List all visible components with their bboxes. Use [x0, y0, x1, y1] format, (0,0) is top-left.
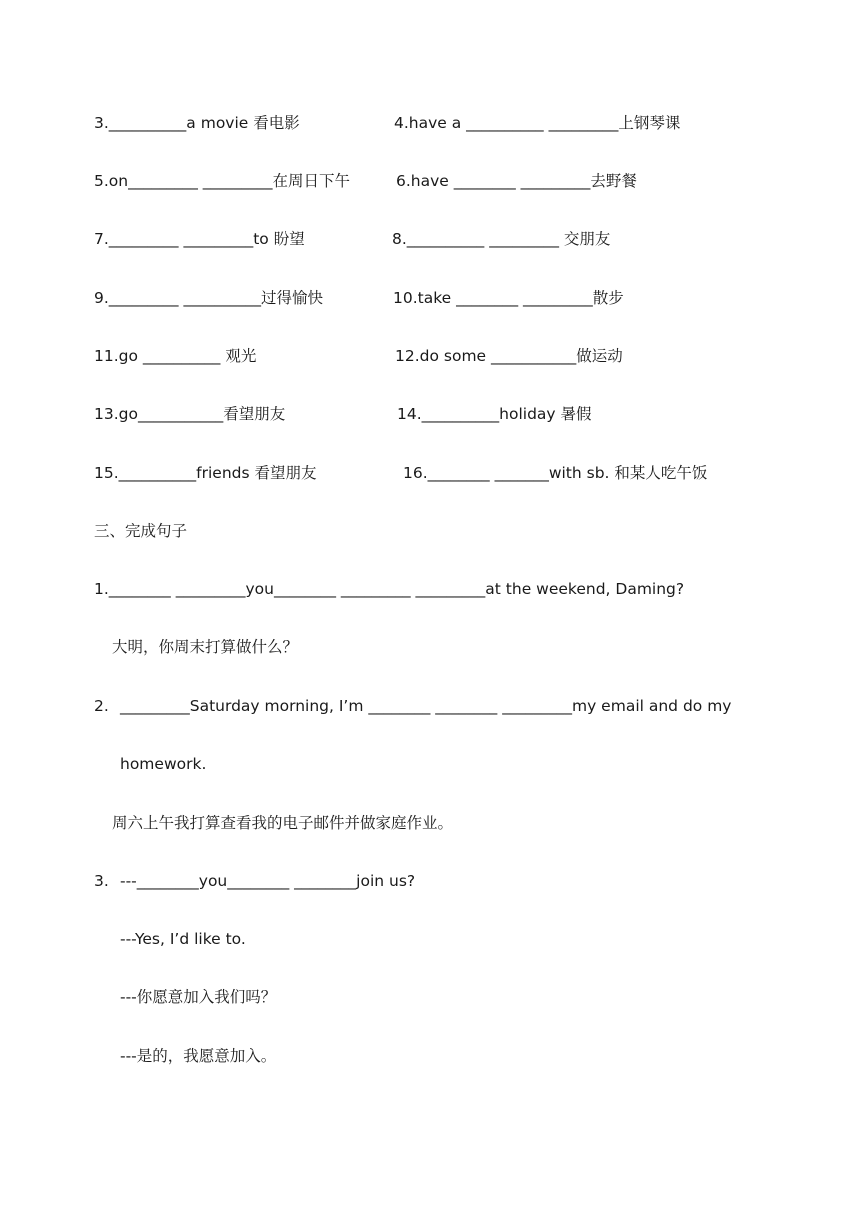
phrase-4: 4.have a __________ _________上钢琴课 [394, 114, 681, 132]
phrase-11: 11.go __________ 观光 [94, 347, 257, 365]
phrase-9: 9._________ __________过得愉快 [94, 289, 323, 307]
sentence-2-english-line1: _________Saturday morning, I’m ________ ________ _________my email and do my [120, 697, 732, 715]
phrase-7: 7._________ _________to 盼望 [94, 230, 305, 248]
phrase-15: 15.__________friends 看望朋友 [94, 464, 317, 482]
sentence-2-chinese: 周六上午我打算查看我的电子邮件并做家庭作业。 [112, 814, 454, 832]
sentence-3-question-chinese: ---你愿意加入我们吗？ [120, 988, 277, 1006]
phrase-5: 5.on_________ _________在周日下午 [94, 172, 351, 190]
phrase-3: 3.__________a movie 看电影 [94, 114, 300, 132]
sentence-2-number: 2. [94, 697, 109, 715]
phrase-16: 16.________ _______with sb. 和某人吃午饭 [403, 464, 708, 482]
sentence-1-chinese: 大明，你周末打算做什么？ [112, 638, 299, 656]
section-title: 三、完成句子 [94, 522, 188, 540]
phrase-13: 13.go___________看望朋友 [94, 405, 286, 423]
sentence-3-question: ---________you________ ________join us? [120, 872, 416, 890]
phrase-6: 6.have ________ _________去野餐 [396, 172, 637, 190]
sentence-1-english: 1.________ _________you________ _________ _________at the weekend, Daming? [94, 580, 685, 598]
phrase-14: 14.__________holiday 暑假 [397, 405, 592, 423]
phrase-10: 10.take ________ _________散步 [393, 289, 624, 307]
sentence-3-answer-chinese: ---是的，我愿意加入。 [120, 1047, 277, 1065]
sentence-3-answer: ---Yes, I’d like to. [120, 930, 246, 948]
phrase-8: 8.__________ _________ 交朋友 [392, 230, 611, 248]
sentence-2-english-line2: homework. [120, 755, 207, 773]
phrase-12: 12.do some ___________做运动 [395, 347, 623, 365]
sentence-3-number: 3. [94, 872, 109, 890]
